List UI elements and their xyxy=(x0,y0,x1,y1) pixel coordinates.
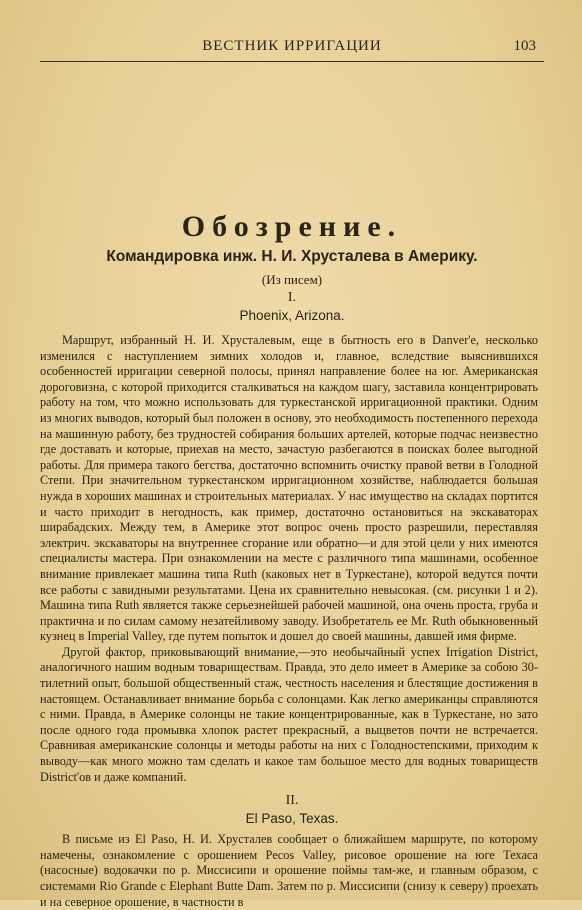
article-note: (Из писем) xyxy=(261,272,323,287)
section-1-place: Phoenix, Arizona. xyxy=(239,308,345,323)
running-title: ВЕСТНИК ИРРИГАЦИИ xyxy=(202,38,382,54)
article-title: Обозрение. xyxy=(181,210,403,243)
paragraph-1: Маршрут, избранный Н. И. Хрусталевым, еще в бытность его в Danver'е, несколько изменился с наступлением зимних холодов и, главное, вследствие выяснившихся особенностей ирригации северной полосы, принял направление более на юг. Американская дороговизна, с которой приходится сталкиваться на каждом шагу, заставила концентрировать работу на том, что можно использовать для туркестанской ирригационной практики. Одним из многих выводов, который был положен в основу, это необходимость постепенного перехода на машинную работу, без трудностей собирания больших артелей, которые подчас неизвестно где доставать и которые, приехав на место, зачастую разбегаются в поисках более выгодной работы. Для примера такого бегства, достаточно вспомнить очистку правой ветви в Голодной Степи. При значительном туркестанском ирригационном хозяйстве, наблюдается большая нужда в хороших машинах и строительных материалах. У нас имущество на складах портится и часто приходит в негодность, как пример, достаточно остановиться на экскаваторах ширабадских. Между тем, в Америке этот вопрос очень просто разрешили, переставляя электрич. экскаваторы на внутреннее сгорание или обратно—и для этой цели у них имеются специалисты мастера. При ознакомлении на месте с различного типа машинами, особенное внимание привлекает машина типа Ruth (каковых нет в Туркестане), которой ведутся почти все работы с завидными результатами. Цена их сравнительно невысокая. (см. рисунки 1 и 2). Машина типа Ruth является также серьезнейшей рабочей машиной, она очень проста, груба и практична и по силам самому незатейливому заводу. Изобретатель ее Mr. Ruth обыкновенный кузнец в Imperial Valley, где путем попыток и дошел до своей машины, давшей имя фирме. xyxy=(40,333,538,644)
article-subtitle: Командировка инж. Н. И. Хрусталева в Америку. xyxy=(106,248,478,265)
paragraph-2: Другой фактор, приковывающий внимание,—это необычайный успех Irrigation District, аналогичного нашим водным товариществам. Правда, это дело имеет в Америке за собою 30-тилетний опыт, большой общественный стаж, честность населения и блестящие достижения в настоящем. Останавливает внимание борьба с солонцами. Как легко американцы справляются с ними. Правда, в Америке солонцы не такие концентрированные, как в Туркестане, но зато после одного года промывка хлопок растет прекрасный, а выцветов почти не встречается. Сравнивая американские солонцы и методы работы на них с Голодностепскими, приходим к выводу—как много можно там сделать и какое там большое место для водных товариществ District'ов и даже компаний. xyxy=(40,644,538,784)
section-2-place: El Paso, Texas. xyxy=(245,811,339,827)
page-number: 103 xyxy=(513,38,536,54)
section-2-number: II. xyxy=(285,793,299,809)
paragraph-3: В письме из El Paso, Н. И. Хрусталев сообщает о ближайшем маршруте, по которому намечены, ознакомление с орошением Pecos Valley, рисовое орошение на юге Техаса (насосные) водокачки по р. Миссисипи и орошение поймы там-же, и главным образом, с системами Rio Grande с Elephant Butte Dam. Затем по р. Миссисипи (снизу к северу) проехать и на северное орошение, в частности в xyxy=(40,832,538,909)
section-1-number: I. xyxy=(287,290,297,305)
page-header xyxy=(40,38,544,62)
